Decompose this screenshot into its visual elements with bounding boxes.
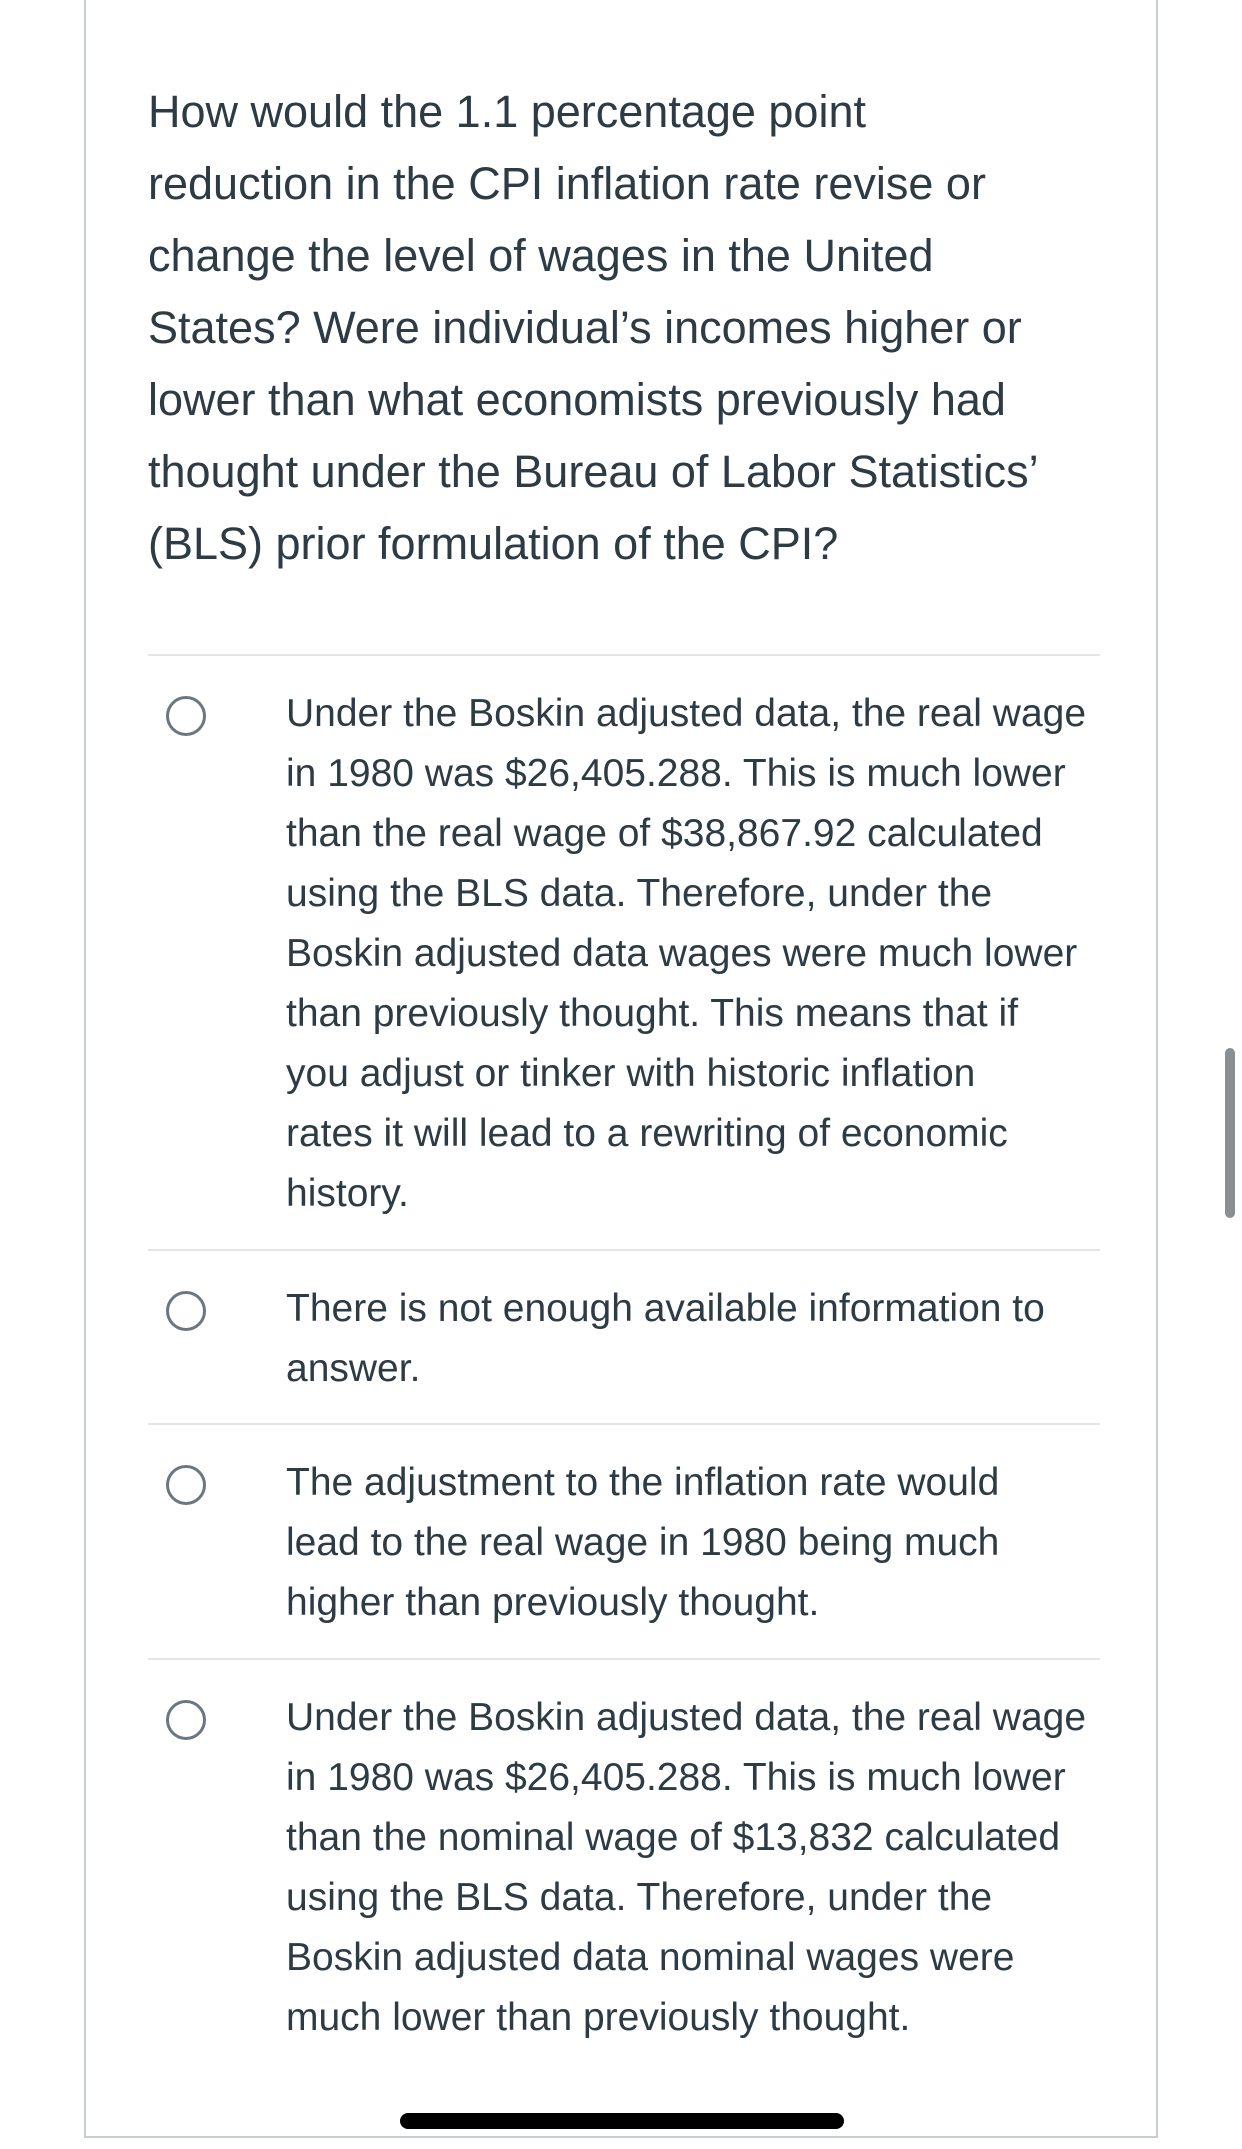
answer-line: Boskin adjusted data wages were much lower: [286, 932, 1078, 975]
home-indicator[interactable]: [400, 2113, 844, 2129]
answer-line: in 1980 was $26,405.288. This is much lower: [286, 1756, 1066, 1799]
answer-option-4-text: [286, 1688, 1086, 2048]
answer-line: The adjustment to the inflation rate would: [286, 1461, 1000, 1504]
radio-button-icon[interactable]: [166, 1465, 206, 1505]
question-line: (BLS) prior formulation of the CPI?: [148, 518, 839, 569]
question-line: lower than what economists previously had: [148, 374, 1006, 425]
answer-option-2[interactable]: [148, 1251, 1100, 1423]
answer-line: history.: [286, 1172, 409, 1215]
answer-option-3[interactable]: [148, 1425, 1100, 1658]
answer-line: Under the Boskin adjusted data, the real wage: [286, 1696, 1087, 1739]
answer-option-1-text: [286, 684, 1086, 1224]
question-text: [148, 76, 1108, 580]
question-line: thought under the Bureau of Labor Statistics’: [148, 446, 1039, 497]
scrollbar-thumb[interactable]: [1225, 1048, 1235, 1218]
answer-option-4[interactable]: [148, 1660, 1100, 2080]
answer-option-1[interactable]: [148, 656, 1100, 1254]
question-line: How would the 1.1 percentage point: [148, 86, 866, 137]
question-card: [84, 0, 1158, 2138]
answer-line: in 1980 was $26,405.288. This is much lower: [286, 752, 1066, 795]
question-line: reduction in the CPI inflation rate revise or: [148, 158, 986, 209]
answer-line: rates it will lead to a rewriting of economic: [286, 1112, 1008, 1155]
answer-line: than the nominal wage of $13,832 calculated: [286, 1816, 1061, 1859]
answer-line: answer.: [286, 1347, 421, 1390]
answer-line: higher than previously thought.: [286, 1581, 820, 1624]
answer-line: Under the Boskin adjusted data, the real wage: [286, 692, 1087, 735]
radio-button-icon[interactable]: [166, 696, 206, 736]
answer-line: than the real wage of $38,867.92 calculated: [286, 812, 1043, 855]
answer-line: much lower than previously thought.: [286, 1996, 911, 2039]
question-line: change the level of wages in the United: [148, 230, 934, 281]
radio-button-icon[interactable]: [166, 1700, 206, 1740]
answer-option-3-text: [286, 1453, 999, 1633]
answer-line: using the BLS data. Therefore, under the: [286, 872, 993, 915]
answer-line: using the BLS data. Therefore, under the: [286, 1876, 993, 1919]
answer-line: Boskin adjusted data nominal wages were: [286, 1936, 1015, 1979]
radio-button-icon[interactable]: [166, 1291, 206, 1331]
answer-line: There is not enough available information to: [286, 1287, 1045, 1330]
question-line: States? Were individual’s incomes higher or: [148, 302, 1022, 353]
answer-line: you adjust or tinker with historic inflation: [286, 1052, 976, 1095]
answer-line: than previously thought. This means that if: [286, 992, 1019, 1035]
answer-option-2-text: [286, 1279, 1045, 1399]
answer-line: lead to the real wage in 1980 being much: [286, 1521, 1000, 1564]
